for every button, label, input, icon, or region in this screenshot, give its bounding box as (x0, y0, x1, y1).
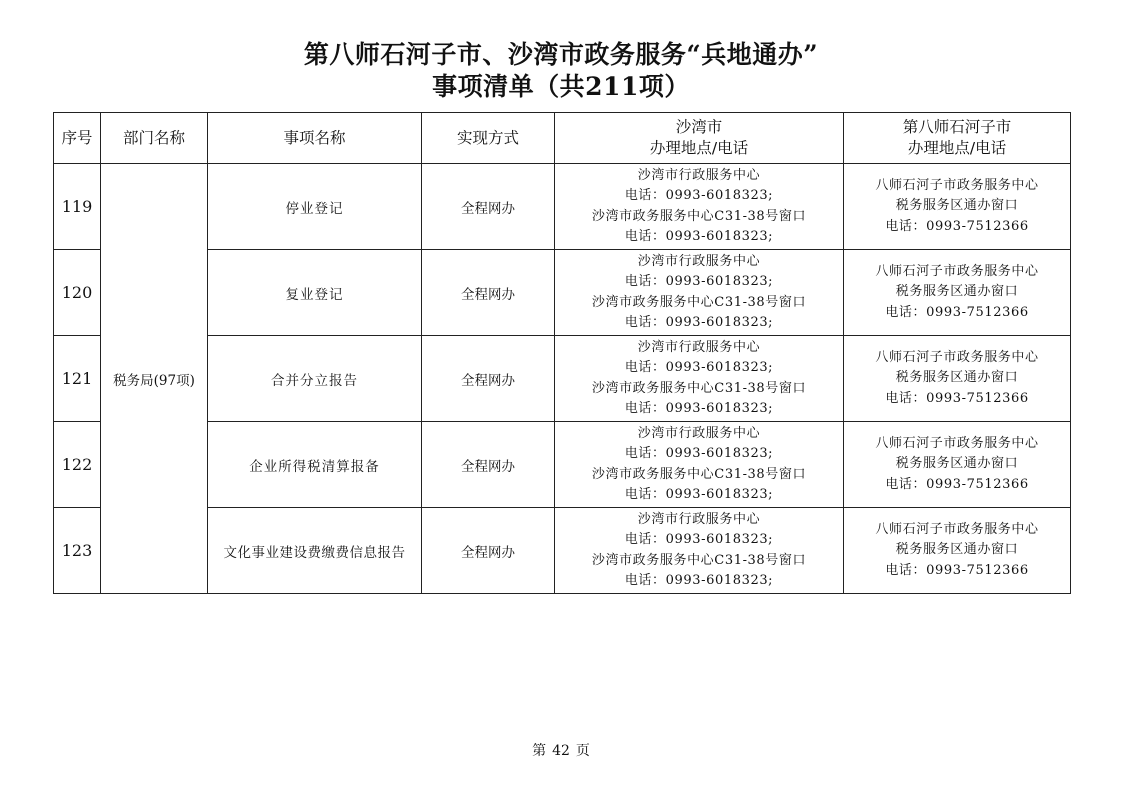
row-shz-location (844, 164, 1071, 250)
page-footer (0, 740, 1122, 760)
document-title-line2: 事项清单（共211项） (432, 72, 690, 101)
row-shawan-location (555, 336, 844, 422)
row-seq: 121 (54, 336, 101, 422)
shz-line: 电话：0993-7512366 (885, 476, 1029, 492)
header-shawan (555, 113, 844, 164)
shawan-line: 电话：0993-6018323; (624, 446, 774, 461)
row-seq: 122 (54, 422, 101, 508)
row-mode: 全程网办 (422, 164, 555, 250)
header-mode: 实现方式 (422, 113, 555, 164)
shawan-line: 电话：0993-6018323; (624, 274, 774, 289)
shawan-line: 沙湾市政务服务中心C31-38号窗口 (591, 552, 807, 568)
shawan-line: 电话：0993-6018323; (624, 573, 774, 588)
row-mode: 全程网办 (422, 250, 555, 336)
shz-line: 电话：0993-7512366 (885, 304, 1029, 320)
header-shz-line2: 办理地点/电话 (907, 139, 1007, 157)
shawan-line: 沙湾市行政服务中心 (637, 339, 761, 355)
shz-line: 八师石河子市政务服务中心 (875, 349, 1039, 365)
row-shawan-location (555, 250, 844, 336)
service-items-table (53, 112, 1071, 594)
shz-line: 八师石河子市政务服务中心 (875, 435, 1039, 451)
row-item: 复业登记 (208, 250, 422, 336)
page-label-suffix: 页 (575, 743, 590, 759)
shawan-line: 沙湾市政务服务中心C31-38号窗口 (591, 208, 807, 224)
shz-line: 税务服务区通办窗口 (895, 456, 1019, 472)
row-shz-location (844, 422, 1071, 508)
shawan-line: 沙湾市政务服务中心C31-38号窗口 (591, 294, 807, 310)
shawan-line: 沙湾市政务服务中心C31-38号窗口 (591, 380, 807, 396)
header-shawan-line2: 办理地点/电话 (649, 139, 749, 157)
shz-line: 税务服务区通办窗口 (895, 370, 1019, 386)
row-seq: 120 (54, 250, 101, 336)
table-header-row (54, 113, 1071, 164)
shawan-line: 电话：0993-6018323; (624, 401, 774, 416)
shz-line: 税务服务区通办窗口 (895, 542, 1019, 558)
shz-line: 八师石河子市政务服务中心 (875, 177, 1039, 193)
shawan-line: 电话：0993-6018323; (624, 360, 774, 375)
row-mode: 全程网办 (422, 508, 555, 594)
row-seq: 119 (54, 164, 101, 250)
row-item: 停业登记 (208, 164, 422, 250)
shz-line: 电话：0993-7512366 (885, 390, 1029, 406)
row-shz-location (844, 250, 1071, 336)
shawan-line: 沙湾市行政服务中心 (637, 511, 761, 527)
row-shawan-location (555, 422, 844, 508)
shz-line: 电话：0993-7512366 (885, 562, 1029, 578)
shawan-line: 沙湾市政务服务中心C31-38号窗口 (591, 466, 807, 482)
shz-line: 税务服务区通办窗口 (895, 284, 1019, 300)
header-dept: 部门名称 (101, 113, 208, 164)
department-cell: 税务局(97项) (101, 164, 208, 594)
document-title-line1: 第八师石河子市、沙湾市政务服务“兵地通办” (303, 40, 819, 69)
row-item: 企业所得税清算报备 (208, 422, 422, 508)
row-mode: 全程网办 (422, 422, 555, 508)
shawan-line: 电话：0993-6018323; (624, 532, 774, 547)
row-shawan-location (555, 508, 844, 594)
header-shz (844, 113, 1071, 164)
shz-line: 税务服务区通办窗口 (895, 198, 1019, 214)
shz-line: 八师石河子市政务服务中心 (875, 263, 1039, 279)
row-item: 合并分立报告 (208, 336, 422, 422)
header-item: 事项名称 (208, 113, 422, 164)
shawan-line: 沙湾市行政服务中心 (637, 167, 761, 183)
header-shawan-line1: 沙湾市 (675, 118, 723, 136)
row-shz-location (844, 508, 1071, 594)
header-shz-line1: 第八师石河子市 (902, 118, 1012, 136)
shawan-line: 电话：0993-6018323; (624, 487, 774, 502)
header-seq: 序号 (54, 113, 101, 164)
row-seq: 123 (54, 508, 101, 594)
row-mode: 全程网办 (422, 336, 555, 422)
row-shz-location (844, 336, 1071, 422)
shz-line: 八师石河子市政务服务中心 (875, 521, 1039, 537)
shz-line: 电话：0993-7512366 (885, 218, 1029, 234)
shawan-line: 沙湾市行政服务中心 (637, 425, 761, 441)
shawan-line: 沙湾市行政服务中心 (637, 253, 761, 269)
table-row (54, 164, 1071, 250)
shawan-line: 电话：0993-6018323; (624, 188, 774, 203)
row-shawan-location (555, 164, 844, 250)
page-label-prefix: 第 (532, 743, 547, 759)
shawan-line: 电话：0993-6018323; (624, 315, 774, 330)
row-item: 文化事业建设费缴费信息报告 (208, 508, 422, 594)
shawan-line: 电话：0993-6018323; (624, 229, 774, 244)
page-number: 42 (552, 743, 570, 759)
